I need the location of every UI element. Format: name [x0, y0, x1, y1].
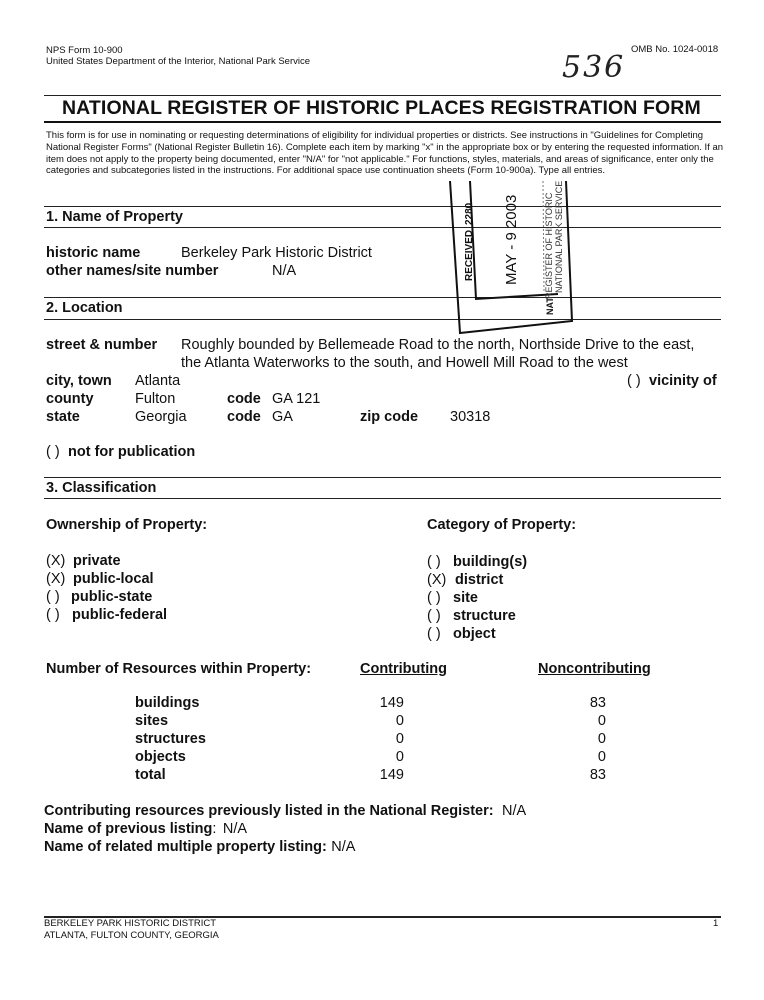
- noncontributing-count: 0: [597, 731, 606, 747]
- section2-bottom-rule: [44, 319, 721, 320]
- state-value: Georgia: [135, 409, 187, 425]
- column-noncontributing: Noncontributing: [538, 661, 651, 677]
- related-listing-label: Name of related multiple property listing:: [44, 839, 327, 855]
- county-code-label: code: [227, 391, 261, 407]
- county-value: Fulton: [135, 391, 176, 407]
- department-name: United States Department of the Interior, National Park Service: [46, 56, 311, 67]
- state-code-label: code: [227, 409, 261, 425]
- vicinity-checkbox[interactable]: ( ): [627, 373, 641, 389]
- contributing-count: 0: [395, 731, 404, 747]
- title-bottom-rule: [44, 121, 721, 123]
- historic-name-label: historic name: [46, 245, 141, 261]
- ownership-heading: Ownership of Property:: [46, 517, 208, 533]
- column-contributing: Contributing: [360, 661, 447, 677]
- stamp-received: RECEIVED: [464, 229, 475, 281]
- street-value-line1: Roughly bounded by Bellemeade Road to the north, Northside Drive to the east,: [181, 337, 695, 353]
- previous-listing-label: Name of previous listing: [44, 821, 213, 837]
- page-number: 1: [713, 918, 719, 929]
- ownership-private-label: private: [73, 553, 121, 569]
- contributing-count: 0: [395, 713, 404, 729]
- resources-heading: Number of Resources within Property:: [46, 661, 312, 677]
- stamp-id: 2280: [464, 202, 475, 225]
- contributing-count: 0: [395, 749, 404, 765]
- contributing-count: 149: [379, 695, 404, 711]
- section2-top-rule: [44, 297, 721, 298]
- previously-listed-label: Contributing resources previously listed in the National Register:: [44, 803, 494, 819]
- section1-bottom-rule: [44, 227, 721, 228]
- resource-label: objects: [135, 749, 186, 765]
- resource-label: structures: [135, 731, 206, 747]
- state-code-value: GA: [272, 409, 293, 425]
- instructions-text: This form is for use in nominating or requesting determinations of eligibility for individual properties or districts. See instructions in "Guidelines for Completing National Register Forms" (National Register Bulletin 16). Complete each item by marking "x" in the appropriate box or by entering the requested information. If an item does not apply to the property being documented, enter "N/A" for "not applicable." For functions, styles, materials, and areas of significance, enter only the categories and subcategories listed in the instructions. For additional space use continuation sheets (Form 10-900a). Type all entries.: [46, 130, 724, 177]
- previously-listed-row: [44, 802, 526, 820]
- ownership-public-federal-checkbox[interactable]: ( ): [46, 607, 60, 623]
- category-heading: Category of Property:: [427, 517, 577, 533]
- related-listing-row: [44, 838, 355, 856]
- other-names-label: other names/site number: [46, 263, 219, 279]
- form-number: NPS Form 10-900: [46, 45, 123, 56]
- title-top-rule: [44, 95, 721, 96]
- resource-label: sites: [135, 713, 169, 729]
- zip-value: 30318: [450, 409, 491, 425]
- category-district-checkbox[interactable]: (X): [427, 572, 447, 588]
- category-district-label: district: [455, 572, 504, 588]
- resource-label: buildings: [135, 695, 200, 711]
- historic-name-value: Berkeley Park Historic District: [181, 245, 372, 261]
- section3-heading: 3. Classification: [46, 480, 157, 496]
- vicinity-label: vicinity of: [649, 373, 717, 389]
- not-for-publication-checkbox[interactable]: ( ): [46, 444, 60, 460]
- zip-label: zip code: [360, 409, 419, 425]
- county-label: county: [46, 391, 94, 407]
- street-value-line2: the Atlanta Waterworks to the south, and Howell Mill Road to the west: [181, 355, 628, 371]
- category-object-checkbox[interactable]: ( ): [427, 626, 441, 642]
- footer-district-name: BERKELEY PARK HISTORIC DISTRICT: [44, 918, 217, 929]
- omb-number: OMB No. 1024-0018: [631, 44, 719, 55]
- stamp-line1: REGISTER OF HISTORIC: [544, 192, 554, 299]
- footer-location: ATLANTA, FULTON COUNTY, GEORGIA: [44, 930, 219, 941]
- category-site-checkbox[interactable]: ( ): [427, 590, 441, 606]
- category-structure-label: structure: [453, 608, 516, 624]
- street-label: street & number: [46, 337, 158, 353]
- state-label: state: [46, 409, 80, 425]
- noncontributing-count: 0: [597, 749, 606, 765]
- category-site-label: site: [453, 590, 478, 606]
- section3-bottom-rule: [44, 498, 721, 499]
- city-label: city, town: [46, 373, 112, 389]
- category-buildings-label: building(s): [453, 554, 528, 570]
- city-value: Atlanta: [135, 373, 181, 389]
- category-object-label: object: [453, 626, 496, 642]
- stamp-line2: NATIONAL PARK SERVICE: [554, 180, 564, 293]
- category-buildings-checkbox[interactable]: ( ): [427, 554, 441, 570]
- contributing-count: 149: [379, 767, 404, 783]
- previous-listing-row: Name of previous listing: N/A: [44, 821, 248, 837]
- resource-label: total: [135, 767, 166, 783]
- ownership-public-state-checkbox[interactable]: ( ): [46, 589, 60, 605]
- stamp-date: MAY - 9 2003: [503, 194, 520, 285]
- handwritten-number: 536: [562, 50, 626, 85]
- section1-heading: 1. Name of Property: [46, 209, 183, 225]
- previous-listing-value: N/A: [222, 821, 248, 837]
- not-for-publication-label: not for publication: [68, 444, 196, 460]
- ownership-public-local-label: public-local: [73, 571, 154, 587]
- county-code-value: GA 121: [272, 391, 321, 407]
- category-structure-checkbox[interactable]: ( ): [427, 608, 441, 624]
- related-listing-value: N/A: [331, 839, 356, 855]
- other-names-value: N/A: [272, 263, 297, 279]
- ownership-public-federal-label: public-federal: [72, 607, 168, 623]
- page-title: NATIONAL REGISTER OF HISTORIC PLACES REGISTRATION FORM: [62, 97, 701, 119]
- stamp-nat: NAT: [545, 297, 555, 315]
- ownership-private-checkbox[interactable]: (X): [46, 553, 66, 569]
- ownership-public-state-label: public-state: [71, 589, 153, 605]
- previously-listed-value: N/A: [502, 803, 527, 819]
- section3-top-rule: [44, 477, 721, 478]
- noncontributing-count: 83: [589, 695, 606, 711]
- noncontributing-count: 0: [597, 713, 606, 729]
- section2-heading: 2. Location: [46, 300, 123, 316]
- received-stamp: [448, 181, 574, 336]
- section1-top-rule: [44, 206, 721, 207]
- ownership-public-local-checkbox[interactable]: (X): [46, 571, 66, 587]
- noncontributing-count: 83: [589, 767, 606, 783]
